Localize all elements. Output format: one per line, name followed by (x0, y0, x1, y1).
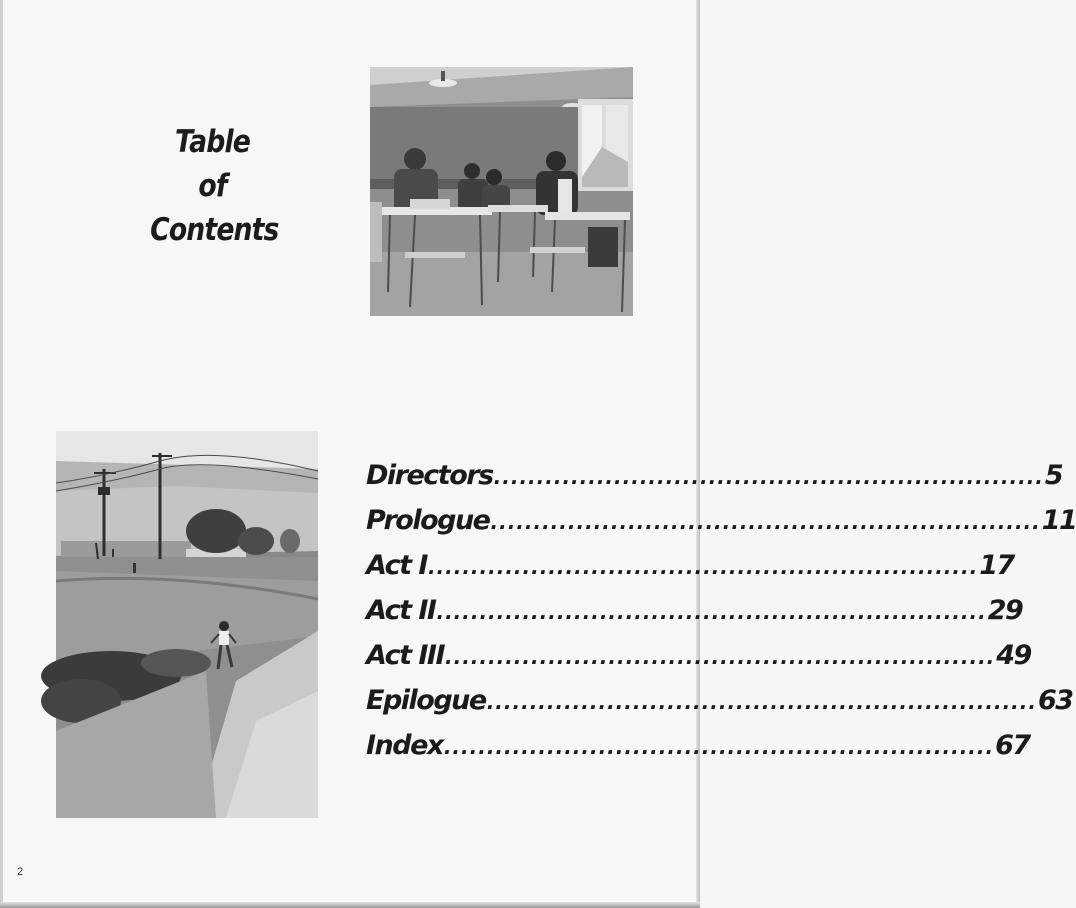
toc-dot-leader: ................................................................ (486, 690, 1037, 714)
toc-dot-leader: ................................................................ (427, 555, 979, 579)
toc-dot-leader: ................................................................ (493, 465, 1044, 489)
toc-entry-label: Directors (366, 460, 493, 491)
toc-entry[interactable] (366, 460, 1063, 505)
toc-entry-label: Act III (366, 640, 445, 671)
toc-entry-label: Act II (366, 595, 436, 626)
toc-entry-page: 63 (1037, 685, 1073, 716)
toc-entry-page: 11 (1041, 505, 1076, 536)
toc-entry[interactable] (366, 640, 1031, 685)
toc-entry-label: Epilogue (366, 685, 486, 716)
toc-entry[interactable] (366, 505, 1076, 550)
title-line-3: Contents (150, 212, 279, 248)
toc-dot-leader: ................................................................ (436, 600, 987, 624)
page-number: 2 (17, 866, 24, 878)
toc-dot-leader: ................................................................ (490, 510, 1041, 534)
cross-country-photo (56, 431, 318, 818)
title-line-1: Table (174, 124, 251, 160)
toc-entry[interactable] (366, 730, 1030, 775)
toc-entry-page: 67 (995, 730, 1030, 761)
page-right-edge (696, 0, 700, 908)
classroom-photo (370, 67, 633, 316)
page-left-edge (0, 0, 3, 908)
toc-entry-page: 29 (987, 595, 1023, 626)
toc-dot-leader: ................................................................ (445, 645, 996, 669)
toc-entry[interactable] (366, 550, 1014, 595)
toc-entry-page: 5 (1044, 460, 1063, 491)
page-title (150, 120, 279, 252)
toc-entry[interactable] (366, 685, 1073, 730)
toc-list (366, 460, 1076, 775)
page-bottom-edge (0, 902, 700, 908)
toc-entry-page: 49 (996, 640, 1031, 671)
toc-entry-page: 17 (979, 550, 1014, 581)
title-line-2: of (198, 168, 227, 204)
toc-entry-label: Act I (366, 550, 427, 581)
toc-entry-label: Index (366, 730, 443, 761)
toc-entry-label: Prologue (366, 505, 490, 536)
toc-dot-leader: ................................................................ (443, 735, 995, 759)
toc-entry[interactable] (366, 595, 1023, 640)
